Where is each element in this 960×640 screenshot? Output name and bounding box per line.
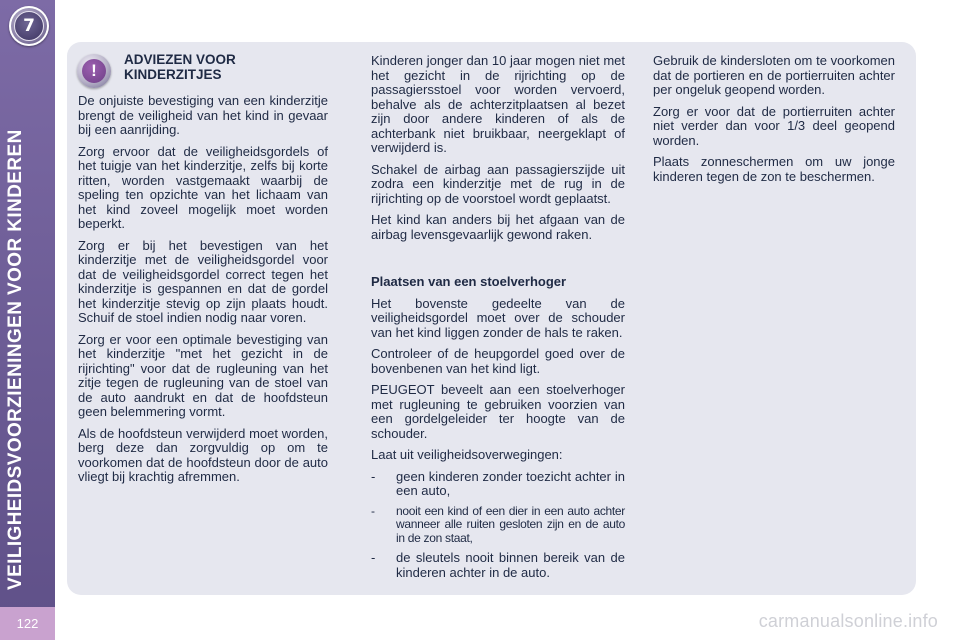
paragraph: PEUGEOT beveelt aan een stoelverhoger met rugleuning te gebruiken voorzien van een gordelgeleider ter hoogte van de schouder.	[371, 382, 625, 441]
paragraph: Zorg er voor dat de portierruiten achter niet verder dan voor 1/3 deel geopend worden.	[653, 103, 895, 148]
paragraph: Het kind kan anders bij het afgaan van de airbag levensgevaarlijk gewond raken.	[371, 212, 625, 242]
safety-list	[371, 470, 625, 581]
paragraph: Controleer of de heupgordel goed over de bovenbenen van het kind ligt.	[371, 346, 625, 376]
list-item: - nooit een kind of een dier in een auto achter wanneer alle ruiten gesloten zijn en de auto in de zon staat,	[371, 505, 625, 546]
warning-exclamation-icon	[77, 54, 111, 88]
paragraph: De onjuiste bevestiging van een kinderzitje brengt de veiligheid van het kind in gevaar bij een aanrijding.	[78, 93, 328, 137]
paragraph: Zorg ervoor dat de veiligheidsgordels of het tuigje van het kinderzitje, zelfs bij korte ritten, worden vastgemaakt waarbij de speling ten opzichte van het lichaam van het kind zoveel mogelijk moet worden beperkt.	[78, 143, 328, 231]
column-1	[78, 94, 328, 492]
column-3	[653, 54, 895, 191]
paragraph: Kinderen jonger dan 10 jaar mogen niet met het gezicht in de rijrichting op de passagiersstoel voor worden vervoerd, behalve als de achterzitplaatsen al bezet zijn door andere kinderen of als de achterbank niet bruikbaar, neergeklapt of verwijderd is.	[371, 53, 625, 155]
watermark-text: carmanualsonline.info	[758, 611, 938, 631]
list-item: - geen kinderen zonder toezicht achter in een auto,	[371, 470, 625, 499]
subheading-booster-seat: Plaatsen van een stoelverhoger	[371, 274, 567, 289]
paragraph: Schakel de airbag aan passagierszijde uit zodra een kinderzitje met de rug in de rijrichting op de voorstoel wordt geplaatst.	[371, 161, 625, 206]
paragraph: Zorg er bij het bevestigen van het kinderzitje met de veiligheidsgordel voor dat de veiligheidsgordel correct tegen het kinderzitje is gespannen en dat de gordel het kinderzitje stevig op zijn plaats houdt. Schuif de stoel indien nodig naar voren.	[78, 237, 328, 325]
paragraph: Gebruik de kindersloten om te voorkomen dat de portieren en de portierruiten achter per ongeluk geopend worden.	[653, 53, 895, 97]
paragraph: Het bovenste gedeelte van de veiligheidsgordel moet over de schouder van het kind liggen zonder de hals te raken.	[371, 295, 625, 340]
paragraph: Plaats zonneschermen om uw jonge kinderen tegen de zon te beschermen.	[653, 154, 895, 184]
column-2	[371, 54, 625, 586]
chapter-title-vertical: VEILIGHEIDSVOORZIENINGEN VOOR KINDEREN	[5, 129, 26, 590]
chapter-number: 7	[14, 11, 44, 41]
chapter-badge-icon	[9, 6, 49, 46]
page-number: 122	[0, 607, 55, 640]
paragraph: Als de hoofdsteun verwijderd moet worden, berg deze dan zorgvuldig op om te voorkomen dat de hoofdsteun door de auto vliegt bij krachtig afremmen.	[78, 425, 328, 484]
paragraph: Zorg er voor een optimale bevestiging van het kinderzitje "met het gezicht in de rijrichting" voor dat de rugleuning van het zitje tegen de rugleuning van de stoel van de auto aandrukt en dat de hoofdsteun geen belemmering vormt.	[78, 331, 328, 419]
chapter-sidebar	[0, 0, 55, 640]
spacer	[371, 249, 625, 275]
exclamation-glyph: !	[82, 59, 106, 83]
paragraph: Laat uit veiligheidsoverwegingen:	[371, 447, 563, 462]
list-item: - de sleutels nooit binnen bereik van de kinderen achter in de auto.	[371, 551, 625, 580]
section-title: ADVIEZEN VOOR KINDERZITJES	[124, 52, 236, 82]
content-panel	[67, 42, 916, 595]
